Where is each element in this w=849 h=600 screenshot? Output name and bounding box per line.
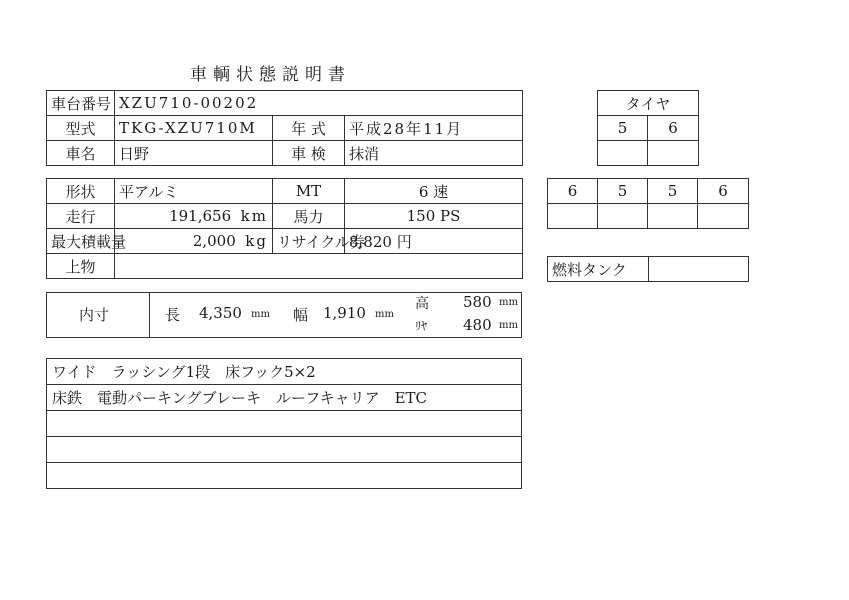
front-tire-left: 5 bbox=[598, 116, 648, 141]
power-value: 150 PS bbox=[345, 204, 523, 229]
power-label: 馬力 bbox=[273, 204, 345, 229]
inner-dimensions-box bbox=[46, 292, 522, 338]
name-row bbox=[47, 141, 523, 166]
chassis-row bbox=[47, 91, 523, 116]
front-tire-blank-right bbox=[648, 141, 699, 166]
transmission-value: 6 速 bbox=[345, 179, 523, 204]
rear-tire-2: 5 bbox=[598, 179, 648, 204]
year-label: 年 式 bbox=[273, 116, 345, 141]
rear-tire-table bbox=[547, 178, 749, 229]
shape-row bbox=[47, 179, 523, 204]
notes-row bbox=[47, 411, 522, 437]
fuel-tank-label: 燃料タンク bbox=[548, 257, 649, 282]
chassis-label: 車台番号 bbox=[47, 91, 115, 116]
rear-unit: mm bbox=[499, 320, 518, 331]
inspection-value: 抹消 bbox=[345, 141, 523, 166]
name-value: 日野 bbox=[115, 141, 273, 166]
notes-line bbox=[47, 463, 522, 489]
transmission-label: MT bbox=[273, 179, 345, 204]
inspection-label: 車 検 bbox=[273, 141, 345, 166]
shape-value: 平アルミ bbox=[115, 179, 273, 204]
rear-tire-blank-2 bbox=[598, 204, 648, 229]
rear-tire-blank-3 bbox=[648, 204, 698, 229]
rear-tire-row bbox=[548, 179, 749, 204]
mileage-value: 191,656 bbox=[169, 207, 232, 225]
rear-tire-blank-1 bbox=[548, 204, 598, 229]
body-row bbox=[47, 254, 523, 279]
tire-label: タイヤ bbox=[598, 91, 699, 116]
width-value: 1,910 bbox=[323, 304, 366, 322]
height-unit: mm bbox=[499, 297, 518, 308]
notes-row bbox=[47, 385, 522, 411]
capacity-cell bbox=[115, 229, 273, 254]
spec-table bbox=[46, 178, 523, 279]
front-tire-table bbox=[597, 90, 699, 166]
front-tire-row bbox=[598, 116, 699, 141]
height-value: 580 bbox=[463, 293, 492, 311]
capacity-label: 最大積載量 bbox=[47, 229, 115, 254]
notes-row bbox=[47, 463, 522, 489]
chassis-value: XZU710-00202 bbox=[115, 91, 523, 116]
dimensions-divider bbox=[149, 293, 150, 337]
capacity-unit: kg bbox=[245, 232, 268, 250]
length-value: 4,350 bbox=[199, 304, 242, 322]
notes-line bbox=[47, 411, 522, 437]
tire-header-row bbox=[598, 91, 699, 116]
capacity-row bbox=[47, 229, 523, 254]
document-title: 車輌状態説明書 bbox=[190, 65, 351, 85]
rear-tire-3: 5 bbox=[648, 179, 698, 204]
mileage-cell bbox=[115, 204, 273, 229]
rear-tire-1: 6 bbox=[548, 179, 598, 204]
year-value: 平成28年11月 bbox=[345, 116, 523, 141]
fuel-tank-value bbox=[649, 257, 749, 282]
front-tire-right: 6 bbox=[648, 116, 699, 141]
length-label: 長 bbox=[165, 306, 181, 324]
recycle-value: 8,820 円 bbox=[345, 229, 523, 254]
notes-row bbox=[47, 437, 522, 463]
model-value: TKG-XZU710M bbox=[115, 116, 273, 141]
front-tire-blank-row bbox=[598, 141, 699, 166]
dimensions-label: 内寸 bbox=[79, 306, 110, 324]
mileage-row bbox=[47, 204, 523, 229]
capacity-value: 2,000 bbox=[192, 232, 236, 250]
vehicle-info-table bbox=[46, 90, 523, 166]
notes-line bbox=[47, 437, 522, 463]
front-tire-blank-left bbox=[598, 141, 648, 166]
mileage-label: 走行 bbox=[47, 204, 115, 229]
model-row bbox=[47, 116, 523, 141]
rear-tire-4: 6 bbox=[698, 179, 749, 204]
rear-label: ﾘﾔ bbox=[415, 319, 428, 333]
height-label: 高 bbox=[415, 296, 429, 312]
length-unit: mm bbox=[251, 309, 270, 320]
rear-tire-blank-row bbox=[548, 204, 749, 229]
width-unit: mm bbox=[375, 309, 394, 320]
mileage-unit: km bbox=[240, 207, 268, 225]
body-label: 上物 bbox=[47, 254, 115, 279]
shape-label: 形状 bbox=[47, 179, 115, 204]
model-label: 型式 bbox=[47, 116, 115, 141]
notes-row bbox=[47, 359, 522, 385]
name-label: 車名 bbox=[47, 141, 115, 166]
rear-tire-blank-4 bbox=[698, 204, 749, 229]
width-label: 幅 bbox=[293, 306, 309, 324]
fuel-tank-table bbox=[547, 256, 749, 282]
body-value bbox=[115, 254, 523, 279]
notes-line: 床鉄 電動パーキングブレーキ ルーフキャリア ETC bbox=[47, 385, 522, 411]
notes-line: ワイド ラッシング1段 床フック5×2 bbox=[47, 359, 522, 385]
fuel-tank-row bbox=[548, 257, 749, 282]
recycle-label: リサイクル券 bbox=[273, 229, 345, 254]
rear-value: 480 bbox=[463, 316, 492, 334]
notes-table bbox=[46, 358, 522, 489]
